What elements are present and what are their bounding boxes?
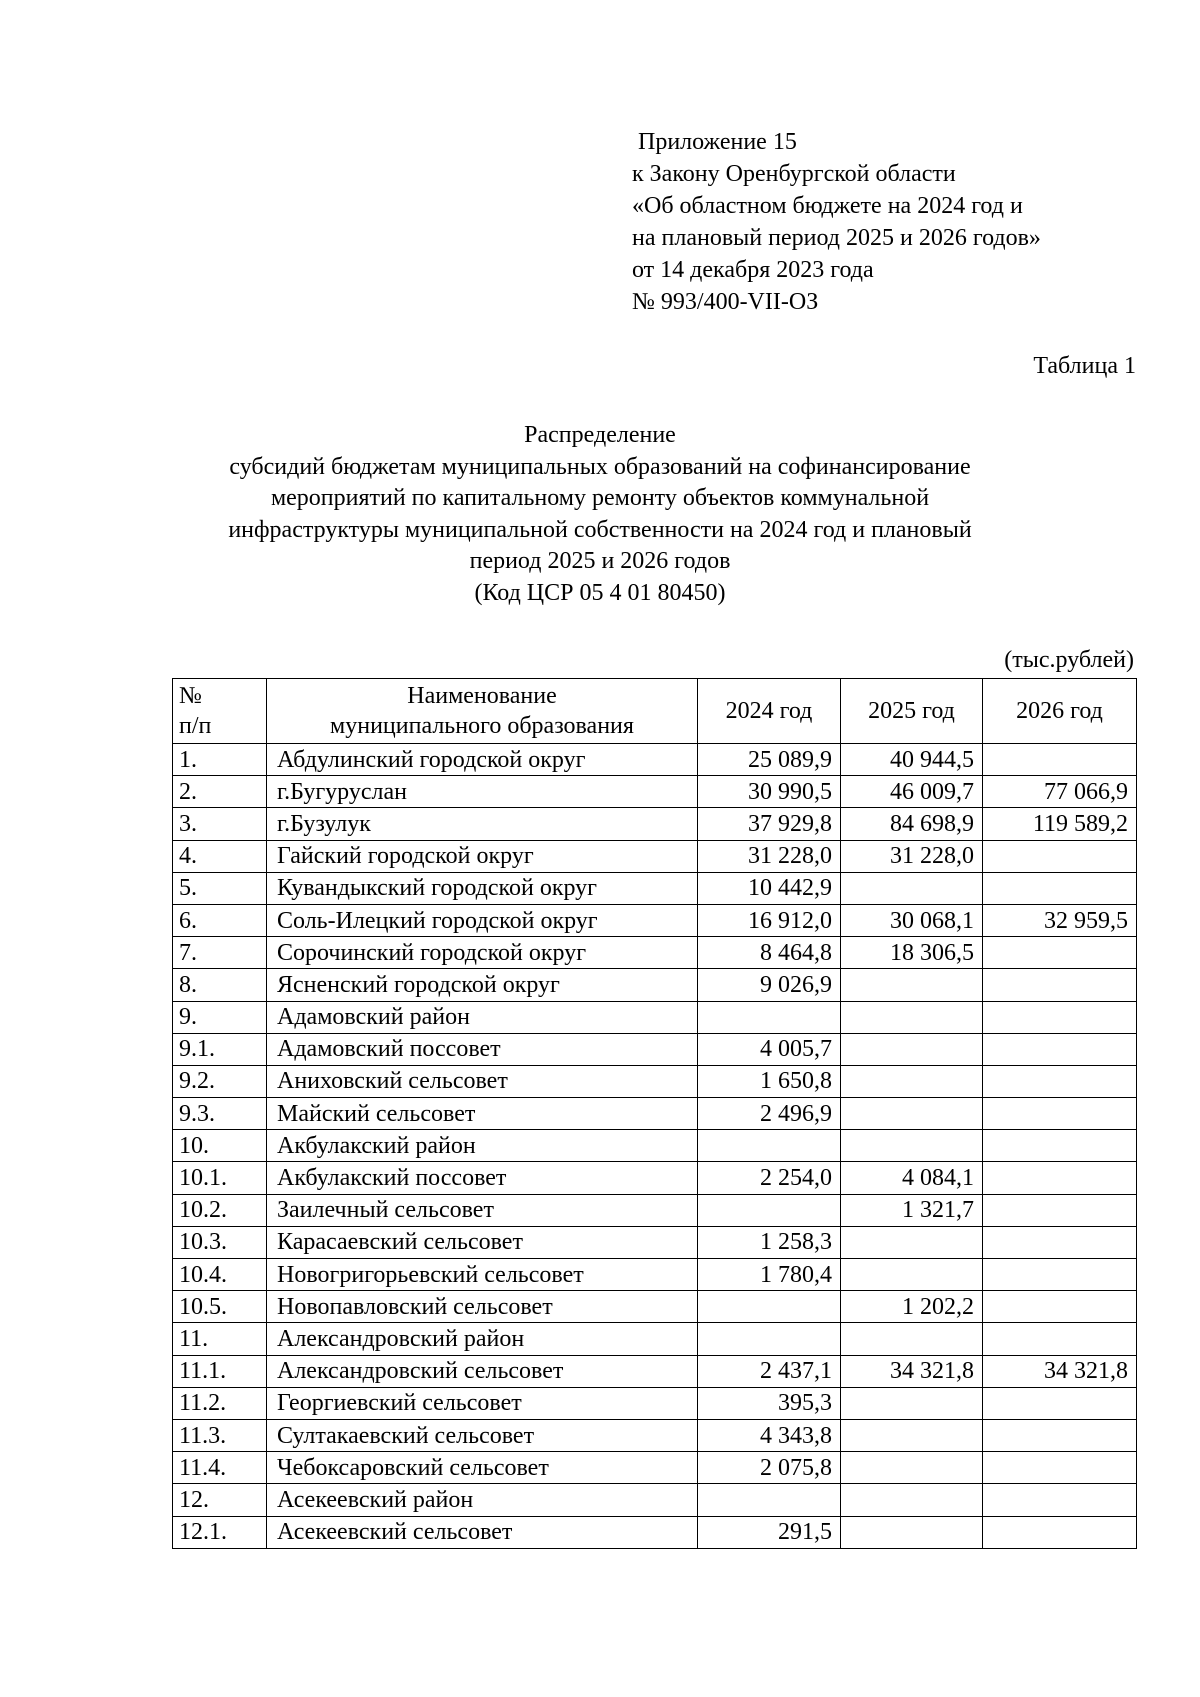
cell-number: 12. (173, 1484, 267, 1516)
cell-number: 2. (173, 776, 267, 808)
cell-2024: 31 228,0 (698, 840, 841, 872)
subsidy-table (172, 678, 1137, 1549)
cell-number: 9.2. (173, 1065, 267, 1097)
header-name-line1: Наименование (407, 683, 557, 709)
header-number-line1: № (179, 683, 202, 709)
cell-2024: 1 780,4 (698, 1259, 841, 1291)
cell-2026 (983, 1516, 1137, 1548)
table-row (173, 1162, 1137, 1194)
cell-number: 12.1. (173, 1516, 267, 1548)
cell-2025 (841, 1484, 983, 1516)
title-line: период 2025 и 2026 годов (469, 548, 731, 574)
cell-2025 (841, 1516, 983, 1548)
cell-number: 10.1. (173, 1162, 267, 1194)
cell-municipality: Асекеевский сельсовет (267, 1516, 698, 1548)
cell-municipality: Новогригорьевский сельсовет (267, 1259, 698, 1291)
table-row (173, 1323, 1137, 1355)
table-row (173, 1259, 1137, 1291)
appendix-line: № 993/400-VII-ОЗ (632, 289, 819, 315)
cell-2026 (983, 840, 1137, 872)
cell-2025 (841, 1259, 983, 1291)
cell-number: 10.4. (173, 1259, 267, 1291)
header-number (173, 679, 267, 744)
table-label: Таблица 1 (1033, 353, 1136, 379)
header-2026: 2026 год (983, 679, 1137, 744)
cell-number: 10.5. (173, 1291, 267, 1323)
cell-2024: 16 912,0 (698, 904, 841, 936)
cell-number: 7. (173, 937, 267, 969)
document-title (150, 420, 1050, 609)
table-row (173, 1033, 1137, 1065)
cell-2024: 4 005,7 (698, 1033, 841, 1065)
cell-number: 5. (173, 872, 267, 904)
header-number-line2: п/п (179, 713, 212, 739)
header-2024: 2024 год (698, 679, 841, 744)
cell-number: 11.2. (173, 1387, 267, 1419)
cell-number: 3. (173, 808, 267, 840)
cell-municipality: Ясненский городской округ (267, 969, 698, 1001)
cell-2024: 2 496,9 (698, 1098, 841, 1130)
cell-2026 (983, 1001, 1137, 1033)
cell-2026 (983, 1065, 1137, 1097)
cell-2024: 10 442,9 (698, 872, 841, 904)
appendix-line: на плановый период 2025 и 2026 годов» (632, 225, 1041, 251)
cell-number: 4. (173, 840, 267, 872)
cell-2026 (983, 744, 1137, 776)
cell-municipality: Заилечный сельсовет (267, 1194, 698, 1226)
cell-number: 9. (173, 1001, 267, 1033)
appendix-line: от 14 декабря 2023 года (632, 257, 874, 283)
cell-municipality: Георгиевский сельсовет (267, 1387, 698, 1419)
cell-number: 9.1. (173, 1033, 267, 1065)
cell-2025 (841, 1130, 983, 1162)
cell-2026 (983, 937, 1137, 969)
cell-2025 (841, 1033, 983, 1065)
cell-municipality: Сорочинский городской округ (267, 937, 698, 969)
cell-2025 (841, 1452, 983, 1484)
cell-2024: 25 089,9 (698, 744, 841, 776)
appendix-line: «Об областном бюджете на 2024 год и (632, 193, 1023, 219)
cell-2024: 2 254,0 (698, 1162, 841, 1194)
cell-municipality: Новопавловский сельсовет (267, 1291, 698, 1323)
cell-2025 (841, 1226, 983, 1258)
cell-2024 (698, 1001, 841, 1033)
cell-2025: 34 321,8 (841, 1355, 983, 1387)
cell-2025 (841, 1419, 983, 1451)
cell-municipality: Адамовский район (267, 1001, 698, 1033)
cell-2024: 9 026,9 (698, 969, 841, 1001)
cell-municipality: Гайский городской округ (267, 840, 698, 872)
cell-2026: 119 589,2 (983, 808, 1137, 840)
table-row (173, 1387, 1137, 1419)
table-row (173, 1098, 1137, 1130)
cell-2024: 1 650,8 (698, 1065, 841, 1097)
cell-number: 9.3. (173, 1098, 267, 1130)
title-line: инфраструктуры муниципальной собственности на 2024 год и плановый (228, 516, 972, 543)
table-row (173, 1194, 1137, 1226)
cell-2025: 18 306,5 (841, 937, 983, 969)
table-row (173, 1065, 1137, 1097)
cell-2024: 30 990,5 (698, 776, 841, 808)
cell-2024: 37 929,8 (698, 808, 841, 840)
title-line: (Код ЦСР 05 4 01 80450) (474, 579, 726, 606)
cell-municipality: Кувандыкский городской округ (267, 872, 698, 904)
cell-2025 (841, 1098, 983, 1130)
table-row (173, 872, 1137, 904)
cell-number: 8. (173, 969, 267, 1001)
cell-municipality: Соль-Илецкий городской округ (267, 904, 698, 936)
cell-2026: 32 959,5 (983, 904, 1137, 936)
cell-2024: 2 075,8 (698, 1452, 841, 1484)
appendix-line: Приложение 15 (638, 129, 797, 155)
cell-2025 (841, 1387, 983, 1419)
cell-2025: 84 698,9 (841, 808, 983, 840)
cell-municipality: Асекеевский район (267, 1484, 698, 1516)
cell-municipality: Александровский район (267, 1323, 698, 1355)
cell-2025 (841, 1323, 983, 1355)
table-row (173, 1419, 1137, 1451)
cell-2024: 2 437,1 (698, 1355, 841, 1387)
cell-municipality: Чебоксаровский сельсовет (267, 1452, 698, 1484)
table-row (173, 1355, 1137, 1387)
table-row (173, 1484, 1137, 1516)
cell-number: 11.1. (173, 1355, 267, 1387)
cell-2026: 34 321,8 (983, 1355, 1137, 1387)
title-line: Распределение (524, 422, 676, 448)
cell-2026 (983, 1323, 1137, 1355)
table-row (173, 1452, 1137, 1484)
appendix-line: к Закону Оренбургской области (632, 161, 956, 187)
cell-2025 (841, 969, 983, 1001)
cell-2026 (983, 1098, 1137, 1130)
cell-2024: 1 258,3 (698, 1226, 841, 1258)
cell-2026 (983, 1033, 1137, 1065)
table-row (173, 904, 1137, 936)
table-row (173, 1226, 1137, 1258)
cell-2026: 77 066,9 (983, 776, 1137, 808)
cell-2025: 4 084,1 (841, 1162, 983, 1194)
cell-2026 (983, 1484, 1137, 1516)
cell-2025 (841, 872, 983, 904)
cell-2024: 4 343,8 (698, 1419, 841, 1451)
cell-municipality: г.Бузулук (267, 808, 698, 840)
cell-2024 (698, 1194, 841, 1226)
table-row (173, 1291, 1137, 1323)
cell-2026 (983, 1162, 1137, 1194)
cell-2025: 40 944,5 (841, 744, 983, 776)
table-row (173, 1130, 1137, 1162)
cell-number: 11.3. (173, 1419, 267, 1451)
table-row (173, 969, 1137, 1001)
units-label: (тыс.рублей) (1004, 647, 1134, 673)
cell-2025: 1 321,7 (841, 1194, 983, 1226)
cell-2026 (983, 1226, 1137, 1258)
table-row (173, 1516, 1137, 1548)
appendix-header (632, 126, 1041, 318)
table-row (173, 744, 1137, 776)
table-header-row (173, 679, 1137, 744)
title-line: субсидий бюджетам муниципальных образований на софинансирование (229, 453, 971, 480)
header-name-line2: муниципального образования (330, 713, 634, 739)
cell-2025 (841, 1001, 983, 1033)
title-line: мероприятий по капитальному ремонту объектов коммунальной (270, 485, 930, 511)
cell-number: 10.3. (173, 1226, 267, 1258)
cell-2024 (698, 1323, 841, 1355)
cell-2025: 31 228,0 (841, 840, 983, 872)
cell-municipality: Аниховский сельсовет (267, 1065, 698, 1097)
cell-number: 11. (173, 1323, 267, 1355)
table-row (173, 776, 1137, 808)
table-body (173, 744, 1137, 1549)
cell-2025: 46 009,7 (841, 776, 983, 808)
cell-municipality: Абдулинский городской округ (267, 744, 698, 776)
cell-2026 (983, 1259, 1137, 1291)
cell-municipality: Александровский сельсовет (267, 1355, 698, 1387)
cell-municipality: г.Бугуруслан (267, 776, 698, 808)
cell-2026 (983, 1130, 1137, 1162)
cell-2026 (983, 872, 1137, 904)
cell-number: 10. (173, 1130, 267, 1162)
table-row (173, 840, 1137, 872)
cell-2026 (983, 1194, 1137, 1226)
cell-2024 (698, 1291, 841, 1323)
cell-2025: 30 068,1 (841, 904, 983, 936)
cell-municipality: Акбулакский район (267, 1130, 698, 1162)
header-name (267, 679, 698, 744)
cell-number: 6. (173, 904, 267, 936)
cell-2024: 395,3 (698, 1387, 841, 1419)
cell-2026 (983, 1452, 1137, 1484)
cell-number: 10.2. (173, 1194, 267, 1226)
cell-2024 (698, 1130, 841, 1162)
cell-2026 (983, 1419, 1137, 1451)
cell-municipality: Карасаевский сельсовет (267, 1226, 698, 1258)
table-row (173, 1001, 1137, 1033)
cell-2026 (983, 1387, 1137, 1419)
cell-2025 (841, 1065, 983, 1097)
cell-number: 11.4. (173, 1452, 267, 1484)
cell-2024 (698, 1484, 841, 1516)
cell-municipality: Адамовский поссовет (267, 1033, 698, 1065)
table-row (173, 808, 1137, 840)
header-2025: 2025 год (841, 679, 983, 744)
table-row (173, 937, 1137, 969)
cell-2025: 1 202,2 (841, 1291, 983, 1323)
cell-2026 (983, 1291, 1137, 1323)
cell-2024: 291,5 (698, 1516, 841, 1548)
cell-number: 1. (173, 744, 267, 776)
cell-municipality: Акбулакский поссовет (267, 1162, 698, 1194)
cell-municipality: Султакаевский сельсовет (267, 1419, 698, 1451)
cell-2026 (983, 969, 1137, 1001)
cell-2024: 8 464,8 (698, 937, 841, 969)
cell-municipality: Майский сельсовет (267, 1098, 698, 1130)
